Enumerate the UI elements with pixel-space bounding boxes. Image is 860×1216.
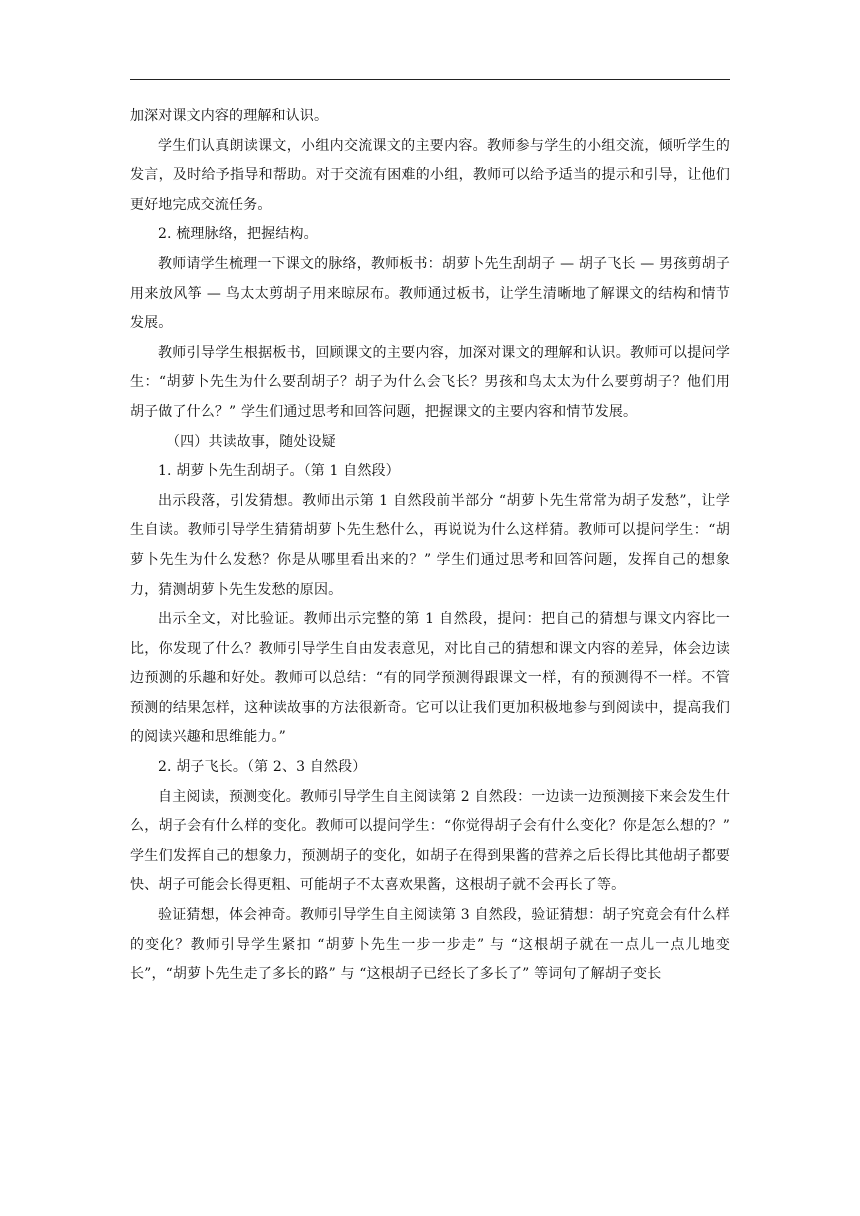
- paragraph-continuation: 加深对课文内容的理解和认识。: [130, 108, 329, 124]
- section-heading: （四）共读故事，随处设疑: [166, 433, 336, 450]
- paragraph: 教师请学生梳理一下课文的脉络，教师板书：胡萝卜先生刮胡子 — 胡子飞长 — 男孩剪胡子用来放风筝 — 鸟太太剪胡子用来晾尿布。教师通过板书，让学生清晰地了解课文的结构和情节发展。: [130, 255, 730, 332]
- document-body: [130, 102, 730, 990]
- paragraph: 学生们认真朗读课文，小组内交流课文的主要内容。教师参与学生的小组交流，倾听学生的发言，及时给予指导和帮助。对于交流有困难的小组，教师可以给予适当的提示和引导，让他们更好地完成交流任务。: [130, 137, 730, 213]
- subheading: 1. 胡萝卜先生刮胡子。（第 1 自然段）: [158, 463, 400, 480]
- header-rule: [130, 79, 730, 80]
- subheading: 2. 梳理脉络，把握结构。: [158, 226, 318, 243]
- paragraph: 自主阅读，预测变化。教师引导学生自主阅读第 2 自然段：一边读一边预测接下来会发生什么，胡子会有什么样的变化。教师可以提问学生：“你觉得胡子会有什么变化？你是怎么想的？” 学生们发挥自己的想象力，预测胡子的变化，如胡子在得到果酱的营养之后长得比其他胡子都要快、胡子可能会长得更粗、可能胡子不太喜欢果酱，这根胡子就不会再长了等。: [130, 788, 730, 894]
- subheading: 2. 胡子飞长。（第 2、3 自然段）: [158, 759, 367, 776]
- paragraph: 教师引导学生根据板书，回顾课文的主要内容，加深对课文的理解和认识。教师可以提问学生：“胡萝卜先生为什么要刮胡子？胡子为什么会飞长？男孩和鸟太太为什么要剪胡子？他们用胡子做了什么？” 学生们通过思考和回答问题，把握课文的主要内容和情节发展。: [130, 344, 730, 420]
- paragraph: 出示全文，对比验证。教师出示完整的第 1 自然段，提问：把自己的猜想与课文内容比一比，你发现了什么？教师引导学生自由发表意见，对比自己的猜想和课文内容的差异，体会边读边预测的乐趣和好处。教师可以总结：“有的同学预测得跟课文一样，有的预测得不一样。不管预测的结果怎样，这种读故事的方法很新奇。它可以让我们更加积极地参与到阅读中，提高我们的阅读兴趣和思维能力。”: [130, 611, 730, 746]
- paragraph: 验证猜想，体会神奇。教师引导学生自主阅读第 3 自然段，验证猜想：胡子究竟会有什么样的变化？教师引导学生紧扣 “胡萝卜先生一步一步走” 与 “这根胡子就在一点儿一点儿地变长”，“胡萝卜先生走了多长的路” 与 “这根胡子已经长了多长了” 等词句了解胡子变长: [130, 907, 730, 983]
- paragraph: 出示段落，引发猜想。教师出示第 1 自然段前半部分 “胡萝卜先生常常为胡子发愁”，让学生自读。教师引导学生猜猜胡萝卜先生愁什么，再说说为什么这样猜。教师可以提问学生：“胡萝卜先生为什么发愁？你是从哪里看出来的？” 学生们通过思考和回答问题，发挥自己的想象力，猜测胡萝卜先生发愁的原因。: [130, 492, 730, 598]
